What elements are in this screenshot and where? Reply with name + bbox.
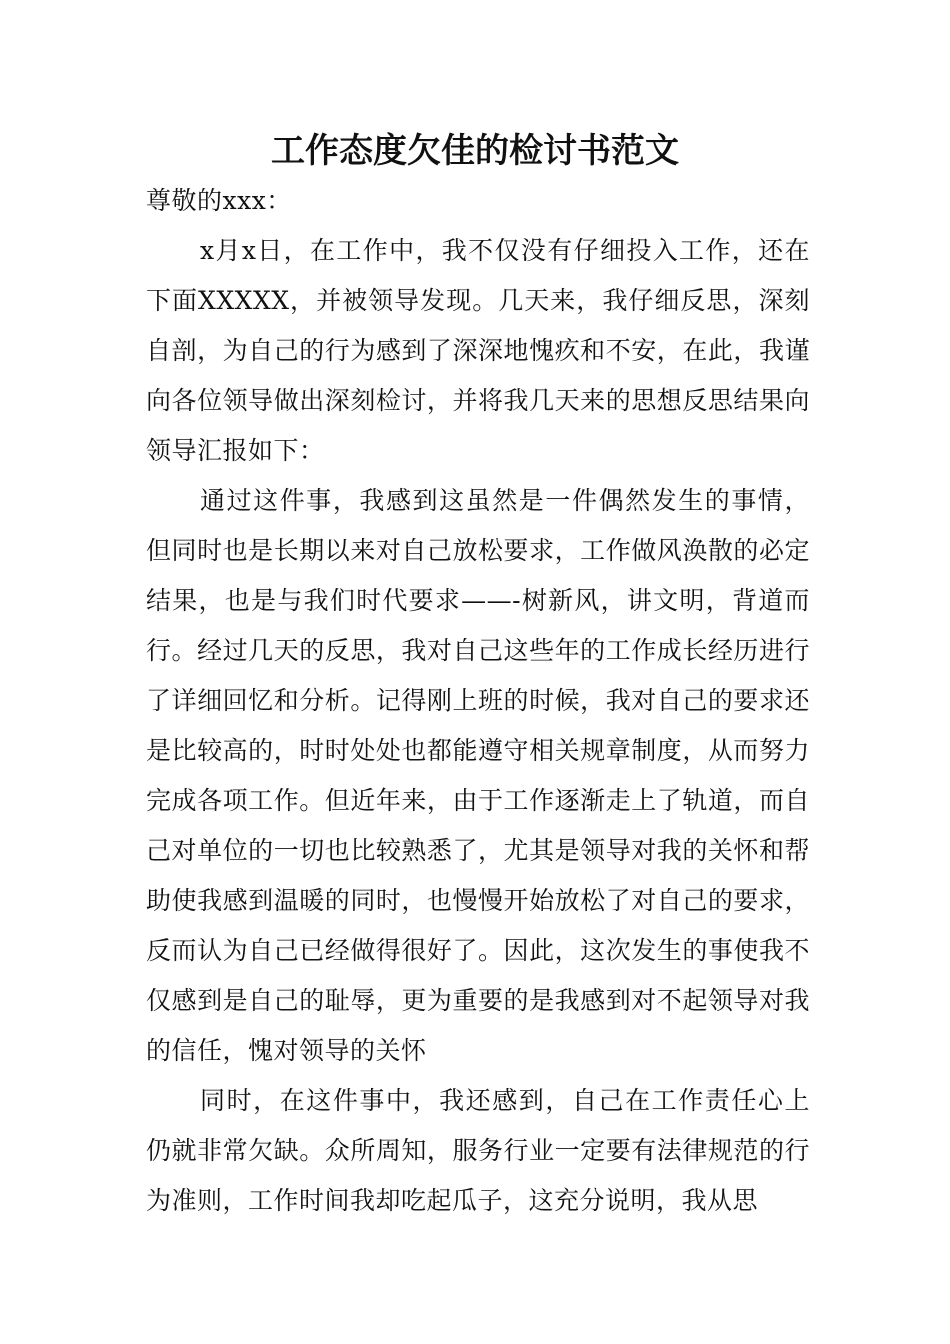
document-body <box>146 176 810 1226</box>
paragraph-2: 通过这件事，我感到这虽然是一件偶然发生的事情，但同时也是长期以来对自己放松要求，工作做风涣散的必定结果，也是与我们时代要求——-树新风，讲文明，背道而行。经过几天的反思，我对自己这些年的工作成长经历进行了详细回忆和分析。记得刚上班的时候，我对自己的要求还是比较高的，时时处处也都能遵守相关规章制度，从而努力完成各项工作。但近年来，由于工作逐渐走上了轨道，而自己对单位的一切也比较熟悉了，尤其是领导对我的关怀和帮助使我感到温暖的同时，也慢慢开始放松了对自己的要求，反而认为自己已经做得很好了。因此，这次发生的事使我不仅感到是自己的耻辱，更为重要的是我感到对不起领导对我的信任，愧对领导的关怀 <box>146 486 810 1065</box>
paragraph-1: x月x日，在工作中，我不仅没有仔细投入工作，还在下面XXXXX，并被领导发现。几天来，我仔细反思，深刻自剖，为自己的行为感到了深深地愧疚和不安，在此，我谨向各位领导做出深刻检讨，并将我几天来的思想反思结果向领导汇报如下： <box>146 236 810 465</box>
paragraph-3: 同时，在这件事中，我还感到，自己在工作责任心上仍就非常欠缺。众所周知，服务行业一定要有法律规范的行为准则，工作时间我却吃起瓜子，这充分说明，我从思 <box>146 1086 810 1215</box>
document-title: 工作态度欠佳的检讨书范文 <box>271 131 679 171</box>
salutation: 尊敬的xxx： <box>146 186 292 215</box>
